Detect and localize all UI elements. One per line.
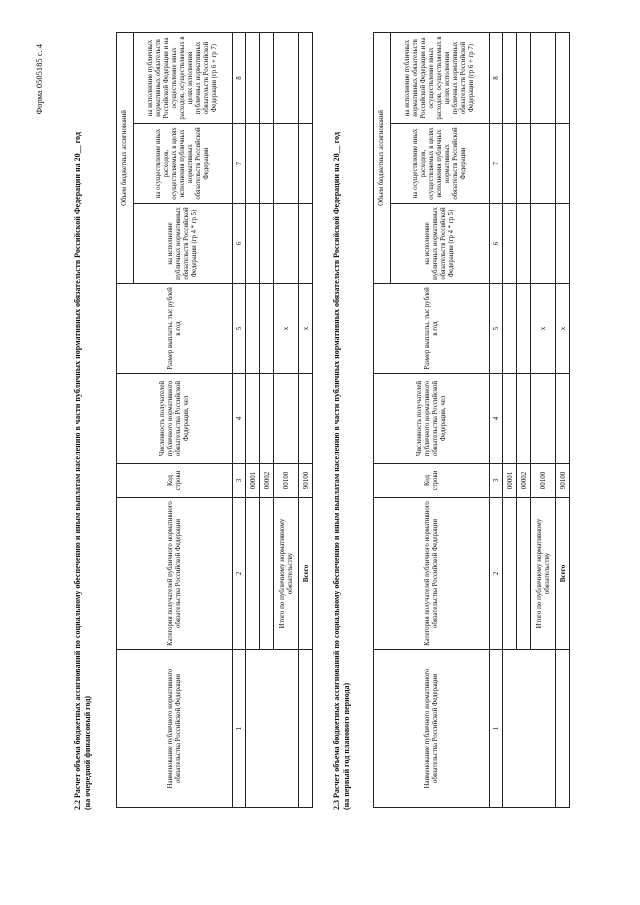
- header-recipient-category: Категория получателей публичного нормативного обязательства Российской Федерации: [374, 498, 490, 650]
- header-budget-allocations: Объем бюджетных ассигнований: [117, 32, 134, 283]
- header-col7: на осуществление иных расходов, осуществляемых в целях исполнения публичных нормативных обязательств Российской Федерации: [391, 124, 490, 204]
- cell-category[interactable]: [517, 498, 531, 650]
- cell-code: 00002: [517, 464, 531, 498]
- cell-col7[interactable]: [503, 124, 517, 204]
- total-col7[interactable]: [556, 124, 570, 204]
- cell-category[interactable]: [503, 498, 517, 650]
- total-x: x: [556, 284, 570, 374]
- total-col6[interactable]: [556, 204, 570, 284]
- total-col6[interactable]: [299, 204, 313, 284]
- subtotal-x: x: [531, 284, 556, 374]
- cell-count[interactable]: [503, 374, 517, 464]
- cell-col6[interactable]: [246, 204, 260, 284]
- total-col7[interactable]: [299, 124, 313, 204]
- total-count[interactable]: [299, 374, 313, 464]
- cell-obligation-name[interactable]: [246, 650, 299, 808]
- cell-count[interactable]: [517, 374, 531, 464]
- subtotal-col6[interactable]: [531, 204, 556, 284]
- cell-col8[interactable]: [517, 32, 531, 123]
- total-label: Всего: [556, 498, 570, 650]
- total-count[interactable]: [556, 374, 570, 464]
- cell-code: 00002: [260, 464, 274, 498]
- cell-category[interactable]: [260, 498, 274, 650]
- cell-col7[interactable]: [260, 124, 274, 204]
- col-number-8: 8: [490, 32, 503, 123]
- col-number-6: 6: [233, 204, 246, 284]
- subtotal-count[interactable]: [531, 374, 556, 464]
- header-col7: на осуществление иных расходов, осуществляемых в целях исполнения публичных нормативных обязательств Российской Федерации: [134, 124, 233, 204]
- subtotal-x: x: [274, 284, 299, 374]
- header-obligation-name: Наименование публичного нормативного обязательства Российской Федерации: [374, 650, 490, 808]
- col-number-1: 1: [233, 650, 246, 808]
- table-row: [246, 32, 260, 807]
- cell-col8[interactable]: [246, 32, 260, 123]
- col-number-4: 4: [490, 374, 503, 464]
- cell-col6[interactable]: [517, 204, 531, 284]
- header-row-code: Код строки: [374, 464, 490, 498]
- cell-col7[interactable]: [517, 124, 531, 204]
- cell-obligation-name[interactable]: [503, 650, 556, 808]
- col-number-1: 1: [490, 650, 503, 808]
- total-label: Всего: [299, 498, 313, 650]
- header-recipients-count: Численность получателей публичного нормативного обязательства Российской Федерации, чел: [374, 374, 490, 464]
- section-2-2-title-line2: (на очередной финансовый год): [83, 695, 92, 810]
- subtotal-label: Итого по публичному нормативному обязательству: [531, 498, 556, 650]
- col-number-5: 5: [233, 284, 246, 374]
- header-obligation-name: Наименование публичного нормативного обязательства Российской Федерации: [117, 650, 233, 808]
- section-2-3-title: [332, 10, 352, 810]
- col-number-4: 4: [233, 374, 246, 464]
- section-2-3-title-line1: 2.3 Расчет объема бюджетных ассигнований по социальному обеспечению и иным выплатам населению в части публичных нормативных обязательств Российской Федерации на 20__ год: [332, 132, 341, 810]
- cell-col6[interactable]: [260, 204, 274, 284]
- col-number-3: 3: [490, 464, 503, 498]
- subtotal-col6[interactable]: [274, 204, 299, 284]
- form-code: Форма 0505185 с. 4: [34, 44, 44, 115]
- section-2-2-title: [73, 10, 93, 810]
- cell-col7[interactable]: [246, 124, 260, 204]
- table-2-2: [116, 32, 313, 808]
- col-number-2: 2: [490, 498, 503, 650]
- total-row: [299, 32, 313, 807]
- col-number-7: 7: [233, 124, 246, 204]
- header-recipients-count: Численность получателей публичного нормативного обязательства Российской Федерации, чел: [117, 374, 233, 464]
- header-recipient-category: Категория получателей публичного нормативного обязательства Российской Федерации: [117, 498, 233, 650]
- section-2-2-title-line1: 2.2 Расчет объема бюджетных ассигнований по социальному обеспечению и иным выплатам населению в части публичных нормативных обязательств Российской Федерации на 20__ год: [73, 132, 82, 810]
- header-row-code: Код строки: [117, 464, 233, 498]
- table-2-3: [373, 32, 570, 808]
- header-col8: на исполнение публичных нормативных обязательств Российской Федерации и на осуществление иных расходов, осуществляемых в целях исполнения публичных нормативных обязательств Российской Федерации (гр 6 + гр 7): [391, 32, 490, 123]
- col-number-6: 6: [490, 204, 503, 284]
- table-row: [503, 32, 517, 807]
- cell-category[interactable]: [246, 498, 260, 650]
- cell-payment[interactable]: [260, 284, 274, 374]
- subtotal-col7[interactable]: [274, 124, 299, 204]
- cell-count[interactable]: [246, 374, 260, 464]
- cell-col8[interactable]: [260, 32, 274, 123]
- cell-payment[interactable]: [246, 284, 260, 374]
- subtotal-code: 00100: [531, 464, 556, 498]
- col-number-2: 2: [233, 498, 246, 650]
- header-payment-size: Размер выплаты, тыс рублей в год: [117, 284, 233, 374]
- total-x: x: [299, 284, 313, 374]
- col-number-3: 3: [233, 464, 246, 498]
- header-col8: на исполнение публичных нормативных обязательств Российской Федерации и на осуществление иных расходов, осуществляемых в целях исполнения публичных нормативных обязательств Российской Федерации (гр 6 + гр 7): [134, 32, 233, 123]
- subtotal-label: Итого по публичному нормативному обязательству: [274, 498, 299, 650]
- cell-payment[interactable]: [517, 284, 531, 374]
- section-2-3-title-line2: (на первый год планового периода): [342, 682, 351, 810]
- subtotal-col8[interactable]: [274, 32, 299, 123]
- total-col8[interactable]: [556, 32, 570, 123]
- header-payment-size: Размер выплаты, тыс рублей в год: [374, 284, 490, 374]
- header-budget-allocations: Объем бюджетных ассигнований: [374, 32, 391, 283]
- col-number-7: 7: [490, 124, 503, 204]
- cell-code: 00001: [503, 464, 517, 498]
- header-col6: на исполнение публичных нормативных обязательств Российской Федерации (гр 4 * гр 5): [391, 204, 490, 284]
- subtotal-col8[interactable]: [531, 32, 556, 123]
- col-number-8: 8: [233, 32, 246, 123]
- total-code: 90100: [299, 464, 313, 498]
- subtotal-code: 00100: [274, 464, 299, 498]
- header-col6: на исполнение публичных нормативных обязательств Российской Федерации (гр 4 * гр 5): [134, 204, 233, 284]
- total-col8[interactable]: [299, 32, 313, 123]
- subtotal-col7[interactable]: [531, 124, 556, 204]
- col-number-5: 5: [490, 284, 503, 374]
- cell-payment[interactable]: [503, 284, 517, 374]
- cell-code: 00001: [246, 464, 260, 498]
- total-row: [556, 32, 570, 807]
- cell-col6[interactable]: [503, 204, 517, 284]
- cell-col8[interactable]: [503, 32, 517, 123]
- total-code: 90100: [556, 464, 570, 498]
- subtotal-count[interactable]: [274, 374, 299, 464]
- cell-count[interactable]: [260, 374, 274, 464]
